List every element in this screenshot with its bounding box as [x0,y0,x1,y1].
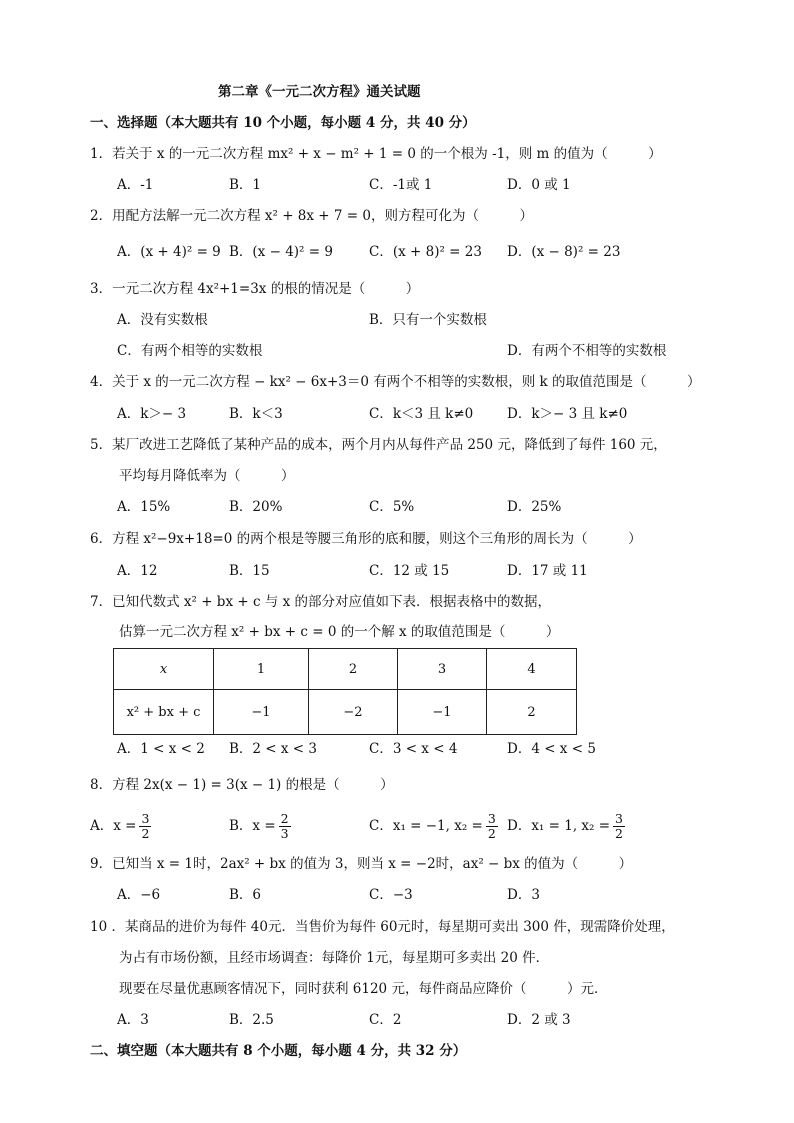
table-cell: 3 [398,649,487,690]
question-10-option-a: A．3 [117,1012,149,1028]
fraction [139,812,151,841]
option-label: B．x = [229,818,276,834]
option-label: C．x₁ = −1, x₂ = [369,818,483,834]
question-2-option-c: C．(x + 8)² = 23 [369,244,482,260]
question-7-stem: 7．已知代数式 x² + bx + c 与 x 的部分对应值如下表．根据表格中的数据， [90,594,551,610]
question-2-stem: 2．用配方法解一元二次方程 x² + 8x + 7 = 0，则方程可化为（ ） [90,208,533,224]
table-cell: 2 [309,649,398,690]
question-7-option-b: B．2 < x < 3 [229,741,318,757]
question-3-option-d: D．有两个不相等的实数根 [507,343,667,359]
question-5-stem: 5．某厂改进工艺降低了某种产品的成本，两个月内从每件产品 250 元，降低到了每件 160 元， [90,437,667,453]
question-6-option-b: B．15 [229,563,270,579]
question-8-option-d [507,812,625,841]
fraction [279,812,291,841]
table-cell: x² + bx + c [114,690,214,735]
question-9-option-a: A．−6 [117,887,161,903]
question-6-option-a: A．12 [117,563,158,579]
question-4-option-d: D．k＞− 3 且 k≠0 [507,406,628,422]
question-1-option-d: D．0 或 1 [507,177,571,193]
question-2-option-d: D．(x − 8)² = 23 [507,244,621,260]
table-cell: −1 [214,690,309,735]
question-4-option-a: A．k＞− 3 [117,406,187,422]
table-cell: −2 [309,690,398,735]
question-3-option-c: C．有两个相等的实数根 [117,343,263,359]
question-4-stem: 4．关于 x 的一元二次方程 − kx² − 6x+3＝0 有两个不相等的实数根，则 k 的取值范围是（ ） [90,374,701,390]
fraction-denominator: 2 [487,826,496,841]
table-cell: −1 [398,690,487,735]
question-9-option-c: C．−3 [369,887,413,903]
question-5-option-a: A．15% [117,499,171,515]
question-1-option-b: B．1 [229,177,262,193]
table-cell: 4 [487,649,577,690]
page-title: 第二章《一元二次方程》通关试题 [218,84,421,100]
question-9-option-d: D．3 [507,887,540,903]
option-label: A．x = [90,818,137,834]
question-10-stem: 10 ．某商品的进价为每件 40元．当售价为每件 60元时，每星期可卖出 300 件，现需降价处理， [90,919,675,935]
question-6-option-d: D．17 或 11 [507,563,588,579]
question-10-option-d: D．2 或 3 [507,1012,571,1028]
question-7-option-a: A．1 < x < 2 [117,741,205,757]
question-3-stem: 3．一元二次方程 4x²+1=3x 的根的情况是（ ） [90,281,420,297]
table-cell: 1 [214,649,309,690]
option-label: D．x₁ = 1, x₂ = [507,818,611,834]
fraction [486,812,498,841]
question-5-option-b: B．20% [229,499,283,515]
table-row [114,690,577,735]
question-5-stem-cont: 平均每月降低率为（ ） [119,468,295,484]
section-heading-fill: 二、填空题（本大题共有 8 个小题，每小题 4 分，共 32 分） [90,1043,467,1059]
question-8-option-c [369,812,498,841]
question-9-stem: 9．已知当 x = 1时，2ax² + bx 的值为 3，则当 x = −2时，ax² − bx 的值为（ ） [90,856,633,872]
fraction-numerator: 3 [615,811,623,826]
fraction-denominator: 3 [280,826,289,841]
fraction-numerator: 2 [280,811,289,826]
question-6-stem: 6．方程 x²−9x+18=0 的两个根是等腰三角形的底和腰，则这个三角形的周长为（ ） [90,531,642,547]
question-9-option-b: B．6 [229,887,262,903]
question-8-option-a [90,812,151,841]
fraction-denominator: 2 [141,826,150,841]
question-5-option-d: D．25% [507,499,562,515]
question-7-option-d: D．4 < x < 5 [507,741,596,757]
table-cell: 2 [487,690,577,735]
question-10-stem-cont2: 现要在尽量优惠顾客情况下，同时获利 6120 元，每件商品应降价（ ）元． [119,981,608,997]
value-table [113,648,577,735]
section-heading-choice: 一、选择题（本大题共有 10 个小题，每小题 4 分，共 40 分） [90,115,476,131]
question-3-option-a: A．没有实数根 [117,312,208,328]
question-2-option-b: B．(x − 4)² = 9 [229,244,333,260]
question-7-option-c: C．3 < x < 4 [369,741,458,757]
question-1-option-a: A．-1 [117,177,154,193]
question-4-option-b: B．k＜3 [229,406,283,422]
question-3-option-b: B．只有一个实数根 [369,312,487,328]
question-1-stem: 1．若关于 x 的一元二次方程 mx² + x − m² + 1 = 0 的一个根为 -1，则 m 的值为（ ） [90,146,662,162]
table-cell: x [114,649,214,690]
question-7-stem-cont: 估算一元二次方程 x² + bx + c = 0 的一个解 x 的取值范围是（ ） [119,624,560,640]
question-10-option-b: B．2.5 [229,1012,274,1028]
question-1-option-c: C．-1或 1 [369,177,433,193]
question-10-stem-cont: 为占有市场份额，且经市场调查：每降价 1元，每星期可多卖出 20 件． [119,950,550,966]
question-10-option-c: C．2 [369,1012,402,1028]
fraction-denominator: 2 [615,826,623,841]
fraction-numerator: 3 [487,811,496,826]
question-5-option-c: C．5% [369,499,415,515]
question-4-option-c: C．k＜3 且 k≠0 [369,406,474,422]
fraction-numerator: 3 [141,811,150,826]
table-row [114,649,577,690]
question-8-stem: 8．方程 2x(x − 1) = 3(x − 1) 的根是（ ） [90,777,394,793]
question-6-option-c: C．12 或 15 [369,563,450,579]
question-2-option-a: A．(x + 4)² = 9 [117,244,221,260]
question-8-option-b [229,812,291,841]
fraction [613,812,625,841]
